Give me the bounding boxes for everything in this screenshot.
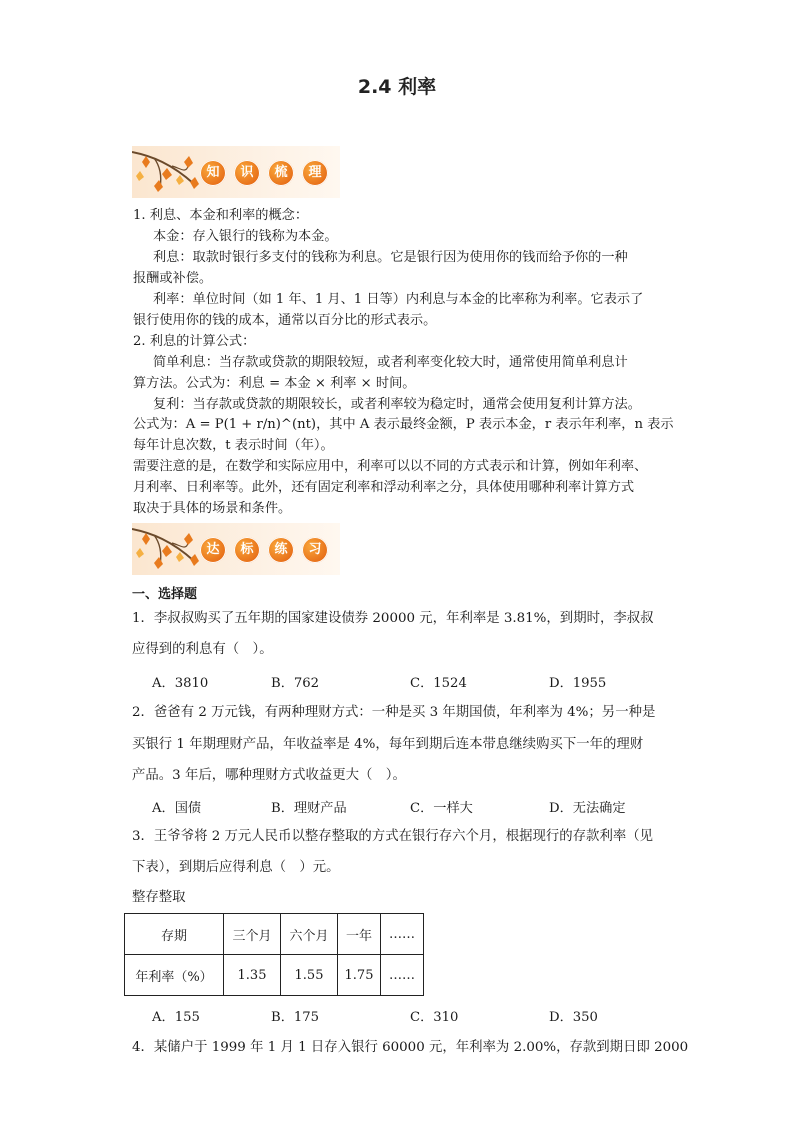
option-b[interactable]: B．理财产品 — [271, 801, 347, 816]
option-a[interactable]: A．3810 — [152, 676, 209, 691]
option-d[interactable]: D．1955 — [549, 676, 607, 691]
table-cell: 1.55 — [281, 955, 338, 996]
knowledge-line: 2. 利息的计算公式： — [133, 334, 256, 349]
knowledge-banner — [132, 146, 340, 198]
knowledge-line: 复利：当存款或贷款的期限较长，或者利率较为稳定时，通常会使用复利计算方法。 — [153, 397, 641, 412]
badge-char: 练 — [268, 537, 294, 563]
option-c[interactable]: C．一样大 — [410, 801, 473, 816]
table-cell: 1.75 — [338, 955, 381, 996]
question-1-line: 应得到的利息有（ ）。 — [132, 642, 273, 657]
question-3-line: 3．王爷爷将 2 万元人民币以整存整取的方式在银行存六个月，根据现行的存款利率（见 — [132, 829, 654, 844]
question-4-line: 4．某储户于 1999 年 1 月 1 日存入银行 60000 元，年利率为 2.00%，存款到期日即 2000 — [132, 1040, 689, 1055]
knowledge-line: 需要注意的是，在数学和实际应用中，利率可以以不同的方式表示和计算，例如年利率、 — [133, 459, 648, 474]
question-2-line: 产品。3 年后，哪种理财方式收益更大（ ）。 — [132, 768, 406, 783]
table-row — [125, 955, 424, 996]
knowledge-line: 公式为：A = P(1 + r/n)^(nt)，其中 A 表示最终金额，P 表示本金，r 表示年利率，n 表示 — [133, 417, 674, 432]
knowledge-line: 银行使用你的钱的成本，通常以百分比的形式表示。 — [133, 313, 437, 328]
table-cell: 三个月 — [224, 914, 281, 955]
knowledge-line: 取决于具体的场景和条件。 — [133, 501, 292, 516]
badge-char: 习 — [302, 537, 328, 563]
question-2-line: 2．爸爸有 2 万元钱，有两种理财方式：一种是买 3 年期国债，年利率为 4%；另一种是 — [132, 705, 656, 720]
knowledge-line: 月利率、日利率等。此外，还有固定利率和浮动利率之分，具体使用哪种利率计算方式 — [133, 480, 635, 495]
table-cell: 存期 — [125, 914, 224, 955]
question-1-line: 1．李叔叔购买了五年期的国家建设债券 20000 元，年利率是 3.81%，到期时，李叔叔 — [132, 611, 654, 626]
table-cell: 一年 — [338, 914, 381, 955]
page-title: 2.4 利率 — [357, 76, 437, 98]
knowledge-line: 利率：单位时间（如 1 年、1 月、1 日等）内利息与本金的比率称为利率。它表示了 — [153, 292, 644, 307]
option-d[interactable]: D．无法确定 — [549, 801, 626, 816]
table-cell: …… — [381, 955, 424, 996]
option-b[interactable]: B．175 — [271, 1010, 320, 1025]
knowledge-line: 简单利息：当存款或贷款的期限较短，或者利率变化较大时，通常使用简单利息计 — [153, 355, 628, 370]
table-cell: 六个月 — [281, 914, 338, 955]
question-2-line: 买银行 1 年期理财产品，年收益率是 4%，每年到期后连本带息继续购买下一年的理财 — [132, 737, 644, 752]
practice-banner — [132, 523, 340, 575]
option-b[interactable]: B．762 — [271, 676, 320, 691]
option-c[interactable]: C．310 — [410, 1010, 459, 1025]
knowledge-line: 利息：取款时银行多支付的钱称为利息。它是银行因为使用你的钱而给予你的一种 — [153, 250, 628, 265]
badge-char: 标 — [234, 537, 260, 563]
option-c[interactable]: C．1524 — [410, 676, 467, 691]
option-a[interactable]: A．155 — [152, 1010, 200, 1025]
knowledge-badges — [200, 160, 328, 186]
badge-char: 达 — [200, 537, 226, 563]
table-cell: 1.35 — [224, 955, 281, 996]
option-d[interactable]: D．350 — [549, 1010, 598, 1025]
badge-char: 理 — [302, 160, 328, 186]
table-caption: 整存整取 — [132, 890, 186, 905]
table-cell: 年利率（%） — [125, 955, 224, 996]
knowledge-line: 报酬或补偿。 — [133, 271, 213, 286]
table-cell: …… — [381, 914, 424, 955]
section-heading: 一、选择题 — [132, 587, 198, 602]
badge-char: 知 — [200, 160, 226, 186]
interest-rate-table — [124, 913, 424, 996]
badge-char: 识 — [234, 160, 260, 186]
knowledge-line: 算方法。公式为：利息 = 本金 × 利率 × 时间。 — [133, 376, 416, 391]
option-a[interactable]: A．国债 — [152, 801, 202, 816]
table-row — [125, 914, 424, 955]
knowledge-line: 本金：存入银行的钱称为本金。 — [153, 229, 338, 244]
knowledge-line: 每年计息次数，t 表示时间（年）。 — [133, 438, 334, 453]
practice-badges — [200, 537, 328, 563]
knowledge-line: 1. 利息、本金和利率的概念： — [133, 208, 309, 223]
badge-char: 梳 — [268, 160, 294, 186]
question-3-line: 下表），到期后应得利息（ ）元。 — [132, 860, 340, 875]
